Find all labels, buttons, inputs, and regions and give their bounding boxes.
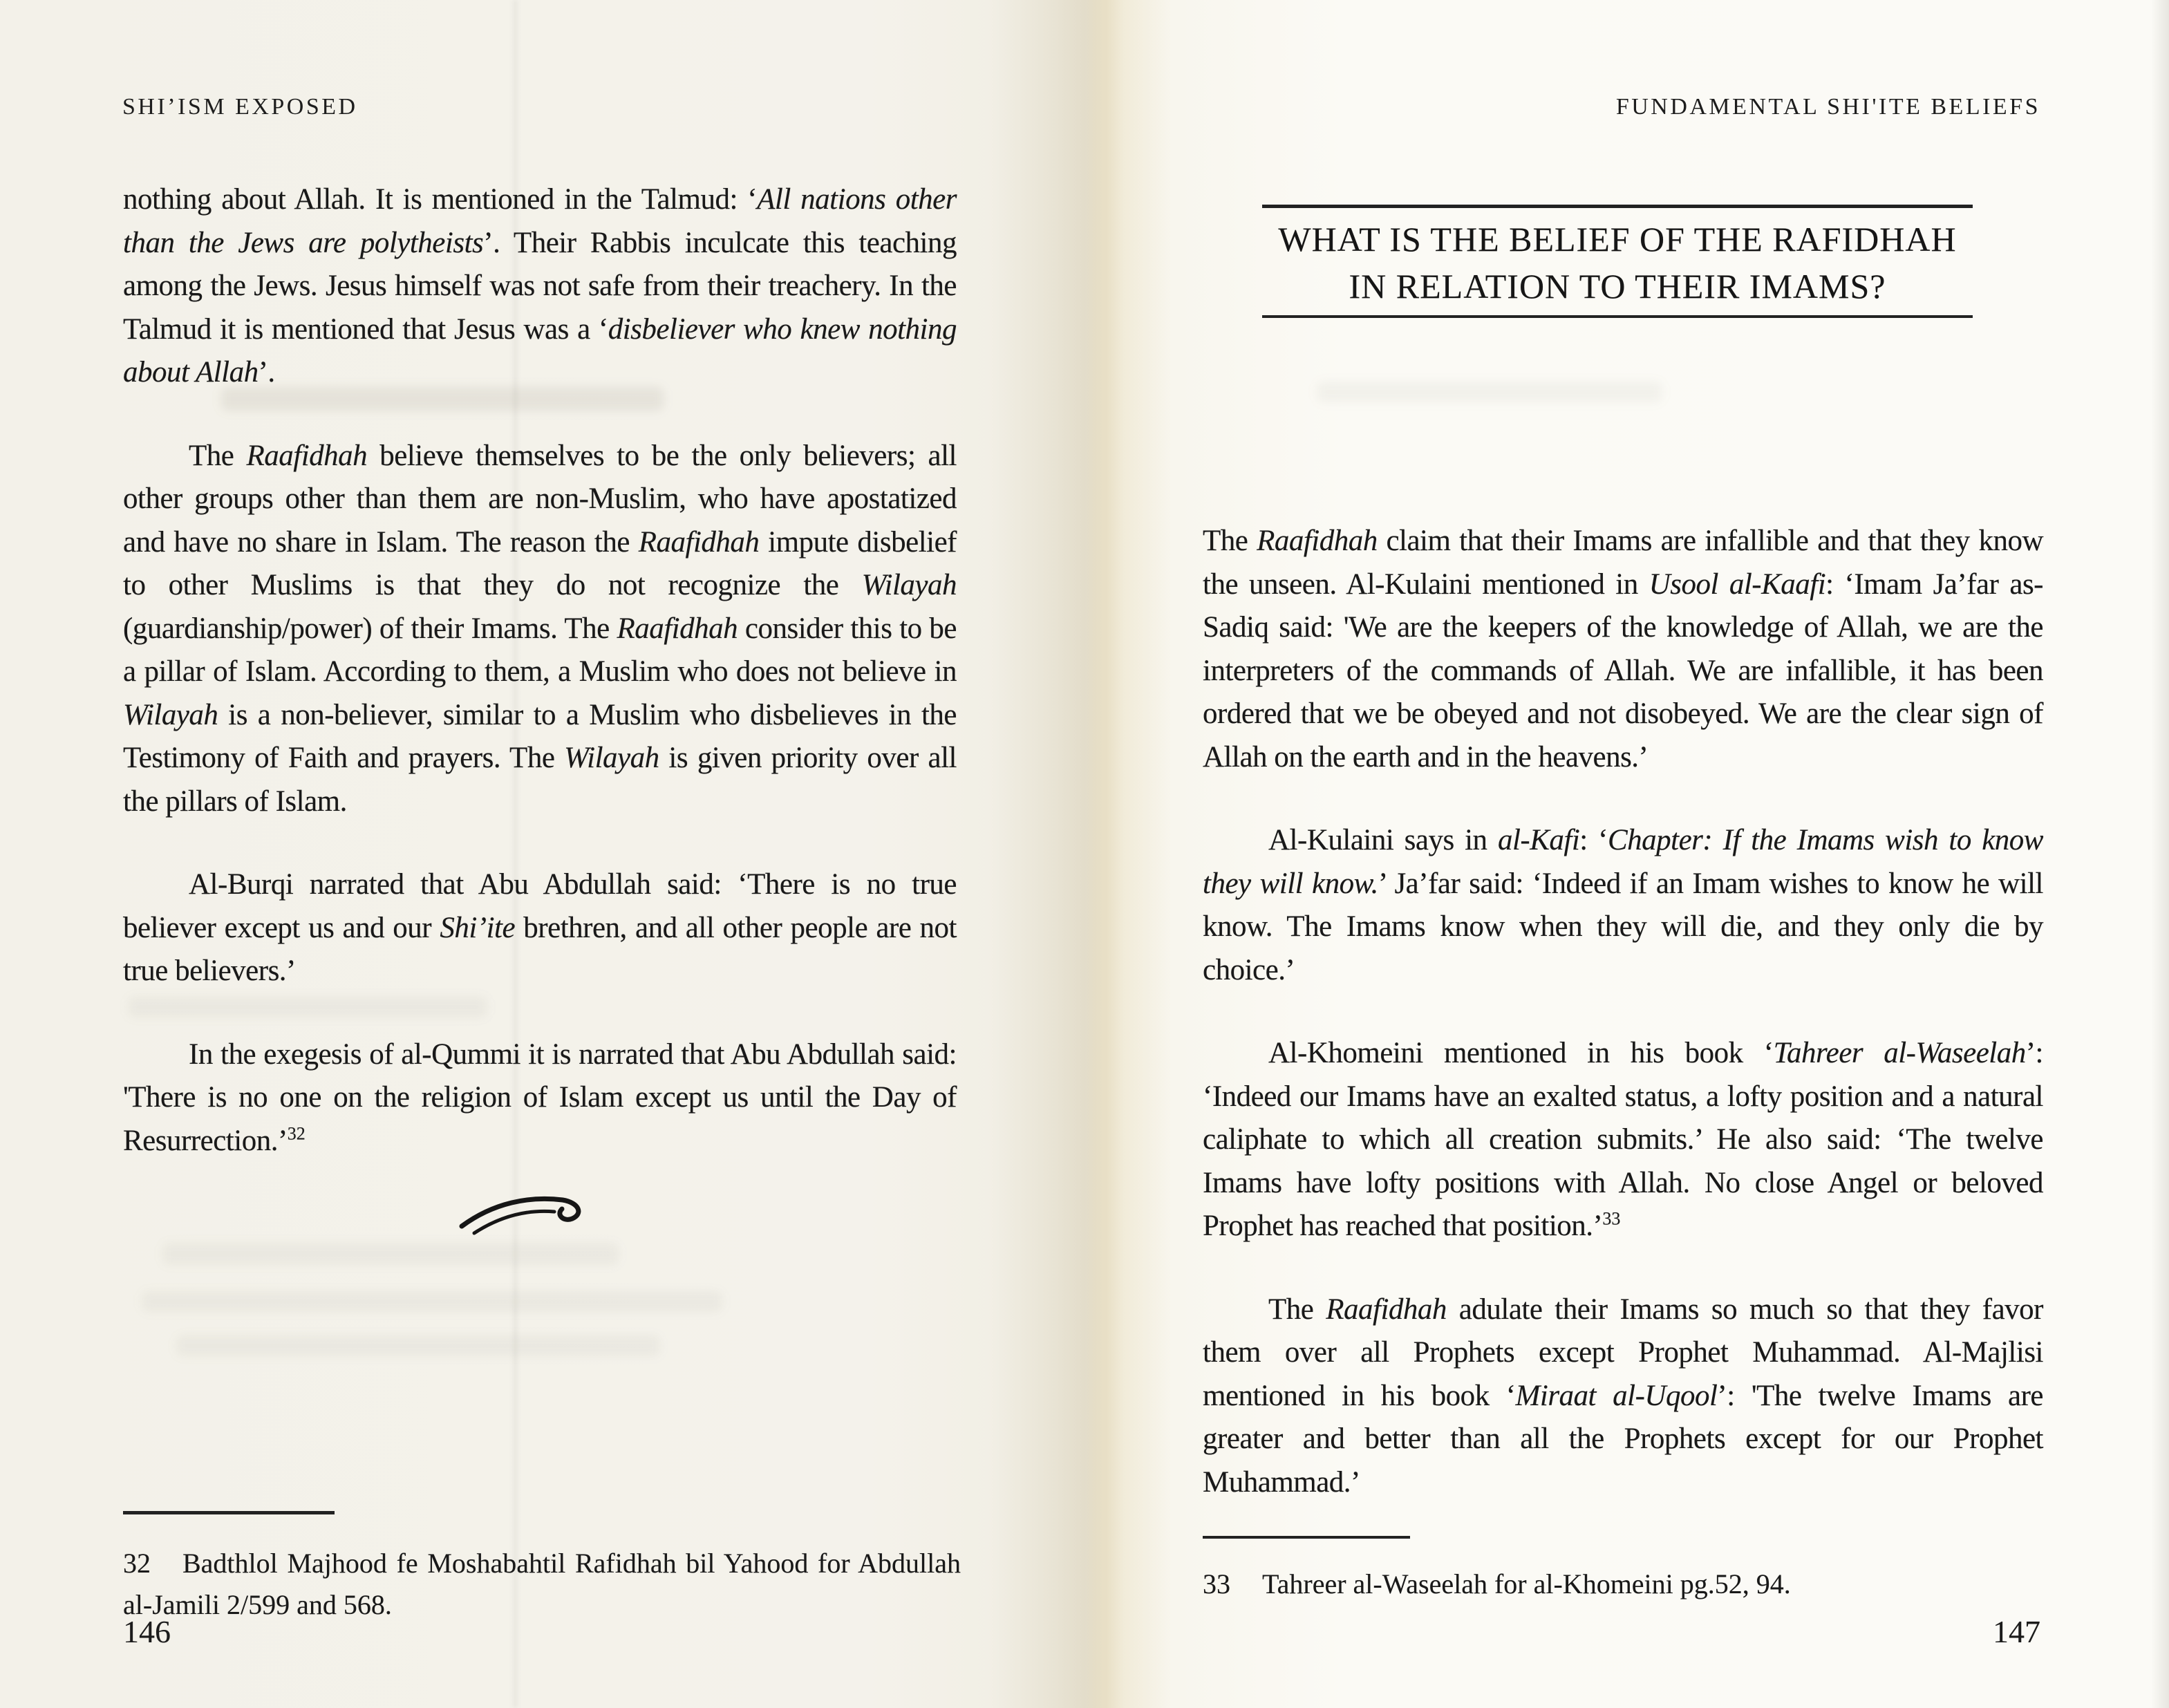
- paragraph: The Raafidhah believe themselves to be the only believers; all other groups other than them are non-Muslim, who have apostatized and have no share in Islam. The reason the Raafidhah impute disbelief to other Muslims is that they do not recognize the Wilayah (guardianship/power) of their Imams. The Raafidhah consider this to be a pillar of Islam. According to them, a Muslim who does not believe in Wilayah is a non-believer, similar to a Muslim who disbelieves in the Testimony of Faith and prayers. The Wilayah is given priority over all the pillars of Islam.: [123, 439, 957, 818]
- show-through-smudge: [176, 1335, 660, 1356]
- show-through-smudge: [142, 1291, 722, 1312]
- running-header-left: SHI’ISM EXPOSED: [122, 94, 358, 120]
- footnote-text: Badthlol Majhood fe Moshabahtil Rafidhah bil Yahood for Abdullah al-Jamili 2/599 and 568.: [123, 1548, 961, 1620]
- page-gutter-shadow: [988, 0, 1203, 1708]
- right-page-body: [1203, 520, 2043, 1504]
- page-number-left: 146: [123, 1614, 171, 1649]
- footnote-marker: 33: [1602, 1208, 1621, 1229]
- footnote-text: Tahreer al-Waseelah for al-Khomeini pg.52, 94.: [1262, 1568, 1791, 1599]
- footnote-rule-left: [123, 1511, 335, 1514]
- paragraph: Al-Khomeini mentioned in his book ‘Tahreer al-Waseelah’: ‘Indeed our Imams have an exalted status, a lofty position and a natural caliphate to which all creation submits.’ He also said: ‘The twelve Imams have lofty positions with Allah. No close Angel or beloved Prophet has reached that position.’$^{33}$: [1203, 1037, 2044, 1242]
- show-through-smudge: [162, 1243, 619, 1265]
- footnote-right: [1203, 1564, 2043, 1605]
- paragraph: In the exegesis of al-Qummi it is narrated that Abu Abdullah said: 'There is no one on the religion of Islam except us until the Day of Resurrection.’$^{32}$: [123, 1038, 957, 1157]
- footnote-number: 32: [123, 1548, 151, 1579]
- section-title: [1228, 216, 2007, 310]
- flourish-ornament: [458, 1183, 592, 1242]
- section-title-line1: WHAT IS THE BELIEF OF THE RAFIDHAH: [1278, 220, 1957, 259]
- section-title-line2: IN RELATION TO THEIR IMAMS?: [1349, 267, 1886, 306]
- paragraph: The Raafidhah claim that their Imams are infallible and that they know the unseen. Al-Kulaini mentioned in Usool al-Kaafi: ‘Imam Ja’far as-Sadiq said: 'We are the keepers of the knowledge of Allah, we are the interpreters of the commands of Allah. We are infallible, it has been ordered that we be obeyed and not disobeyed. We are the clear sign of Allah on the earth and in the heavens.’: [1203, 525, 2043, 773]
- paragraph: Al-Kulaini says in al-Kafi: ‘Chapter: If the Imams wish to know they will know.’ Ja’far said: ‘Indeed if an Imam wishes to know he will know. The Imams know when they will die, and they only die by choice.’: [1203, 824, 2044, 986]
- left-page-body: [123, 178, 957, 1163]
- footnote-marker: 32: [287, 1123, 306, 1144]
- section-title-rule-bottom: [1262, 315, 1973, 318]
- footnote-number: 33: [1203, 1568, 1230, 1599]
- paragraph: The Raafidhah adulate their Imams so much so that they favor them over all Prophets except Prophet Muhammad. Al-Majlisi mentioned in his book ‘Miraat al-Uqool’: 'The twelve Imams are greater and better than all the Prophets except for our Prophet Muhammad.’: [1203, 1293, 2043, 1499]
- page-number-right: 147: [1993, 1614, 2040, 1649]
- footnote-rule-right: [1203, 1536, 1410, 1539]
- running-header-right: FUNDAMENTAL SHI'ITE BELIEFS: [1615, 94, 2040, 120]
- section-title-rule-top: [1262, 205, 1973, 208]
- footnote-left: [123, 1543, 961, 1626]
- paragraph: nothing about Allah. It is mentioned in the Talmud: ‘All nations other than the Jews are polytheists’. Their Rabbis inculcate this teaching among the Jews. Jesus himself was not safe from their treachery. In the Talmud it is mentioned that Jesus was a ‘disbeliever who knew nothing about Allah’.: [123, 183, 957, 388]
- paragraph: Al-Burqi narrated that Abu Abdullah said: ‘There is no true believer except us and our Shi’ite brethren, and all other people are not true believers.’: [123, 868, 957, 987]
- scan-edge-shadow: [2151, 0, 2169, 1708]
- show-through-smudge: [1317, 382, 1662, 402]
